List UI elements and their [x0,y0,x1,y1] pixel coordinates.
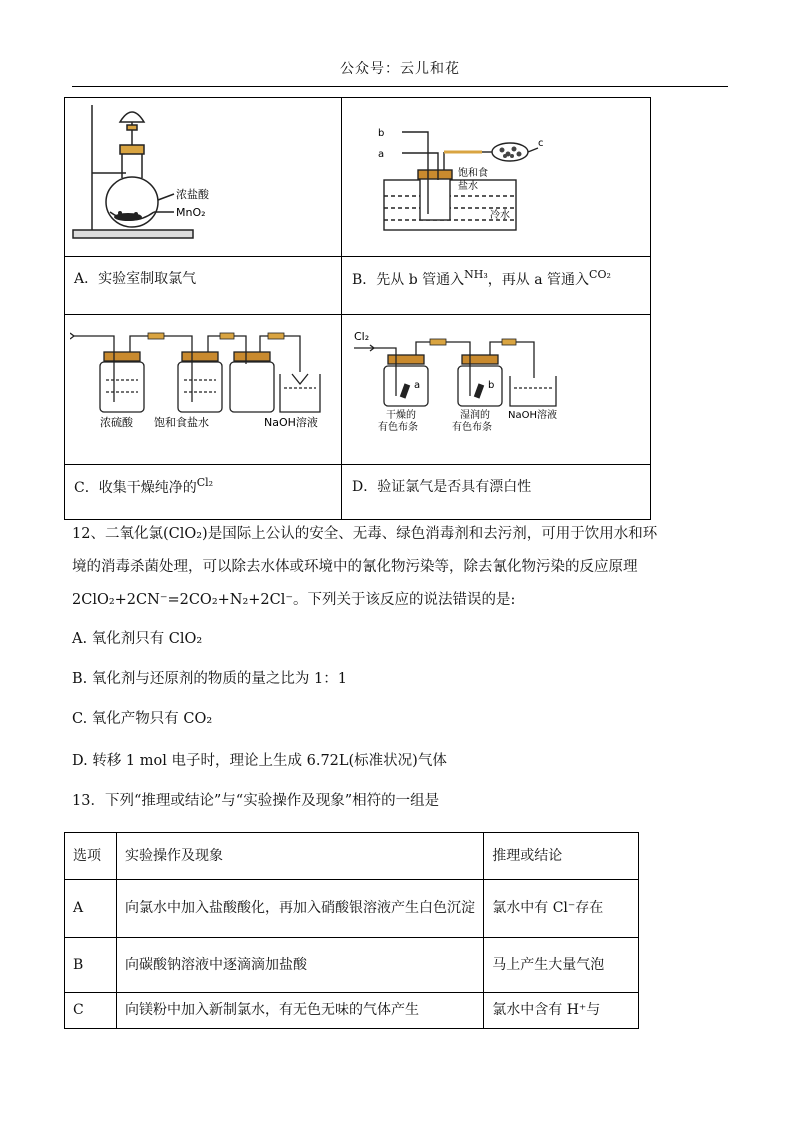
table-row [65,880,639,938]
header-rule [72,86,728,87]
table-cell-conclusion: 马上产生大量气泡 [484,938,639,993]
formula-cl2: Cl₂ [196,476,214,489]
label-b: b [488,380,495,391]
q13-stem: 13．下列“推理或结论”与“实验操作及现象”相符的一组是 [72,793,440,809]
table-cell-conclusion: 氯水中有 Cl⁻存在 [484,880,639,938]
label-a: a [414,380,421,391]
table-cell-option: A [65,880,117,938]
q13-table [64,832,639,1029]
label-saturated-brine: 饱和食盐水 [154,416,209,429]
q12-option-d: D. 转移 1 mol 电子时，理论上生成 6.72L(标准状况)气体 [72,753,447,769]
label-naoh: NaOH溶液 [264,416,318,429]
q11-option-c [74,476,213,497]
q12-stem-line3: 2ClO₂+2CN⁻=2CO₂+N₂+2Cl⁻。下列关于该反应的说法错误的是: [72,592,516,608]
figure-d-bleaching-apparatus [350,322,590,434]
table-cell-operation: 向碳酸钠溶液中逐滴滴加盐酸 [116,938,483,993]
label-conc-sulfuric: 浓硫酸 [100,416,133,429]
label-saturated-salt: 饱和食 [458,168,488,179]
formula-nh3: NH₃ [464,268,488,281]
q12-stem-line2: 境的消毒杀菌处理，可以除去水体或环境中的氰化物污染等，除去氰化物污染的反应原理 [72,559,638,575]
q11-option-a: A．实验室制取氯气 [74,271,197,287]
label-wet: 湿润的 [460,410,490,421]
label-dry: 干燥的 [386,410,416,421]
q12-option-b: B. 氧化剂与还原剂的物质的量之比为 1：1 [72,671,347,687]
q12-option-c: C. 氧化产物只有 CO₂ [72,711,213,727]
table-cell-conclusion: 氯水中含有 H⁺与 [484,993,639,1029]
table-header-cell: 实验操作及现象 [116,833,483,880]
label-b: b [378,128,385,139]
table-header-row [65,833,639,880]
grid-divider [64,314,651,315]
label-colored-cloth-wet: 有色布条 [452,422,492,433]
q12-option-a: A. 氧化剂只有 ClO₂ [72,631,203,647]
table-row [65,993,639,1029]
table-header-cell: 选项 [65,833,117,880]
label-naoh: NaOH溶液 [508,410,557,421]
table-cell-operation: 向镁粉中加入新制氯水，有无色无味的气体产生 [116,993,483,1029]
figure-b-saltwater-apparatus [372,118,562,236]
label-conc-hcl: 浓盐酸 [176,188,209,201]
label-mno2: MnO₂ [176,206,206,219]
grid-divider [64,256,651,257]
label-a: a [378,149,385,160]
page-header: 公众号：云儿和花 [340,61,460,77]
figure-c-collection-apparatus [70,322,340,430]
label-cl2: Cl₂ [354,330,370,343]
label-colored-cloth-dry: 有色布条 [378,422,418,433]
table-header-cell: 推理或结论 [484,833,639,880]
option-b-prefix: B．先从 b 管通入 [352,272,465,288]
q11-option-d: D．验证氯气是否具有漂白性 [352,479,532,495]
table-cell-operation: 向氯水中加入盐酸酸化，再加入硝酸银溶液产生白色沉淀 [116,880,483,938]
table-cell-option: B [65,938,117,993]
grid-divider-vertical [341,97,342,520]
q12-stem-line1: 12、二氧化氯(ClO₂)是国际上公认的安全、无毒、绿色消毒剂和去污剂，可用于饮用水和环 [72,526,658,542]
label-cold-water: 冷水 [490,210,510,221]
figure-a-chlorine-apparatus [70,100,270,250]
label-water: 盐水 [458,181,478,192]
formula-co2: CO₂ [589,268,611,281]
option-b-mid: ，再从 a 管通入 [487,272,590,288]
table-cell-option: C [65,993,117,1029]
label-c: c [538,138,544,149]
grid-divider [64,464,651,465]
q11-option-b [352,268,611,289]
option-c-prefix: C．收集干燥纯净的 [74,480,197,496]
table-row [65,938,639,993]
